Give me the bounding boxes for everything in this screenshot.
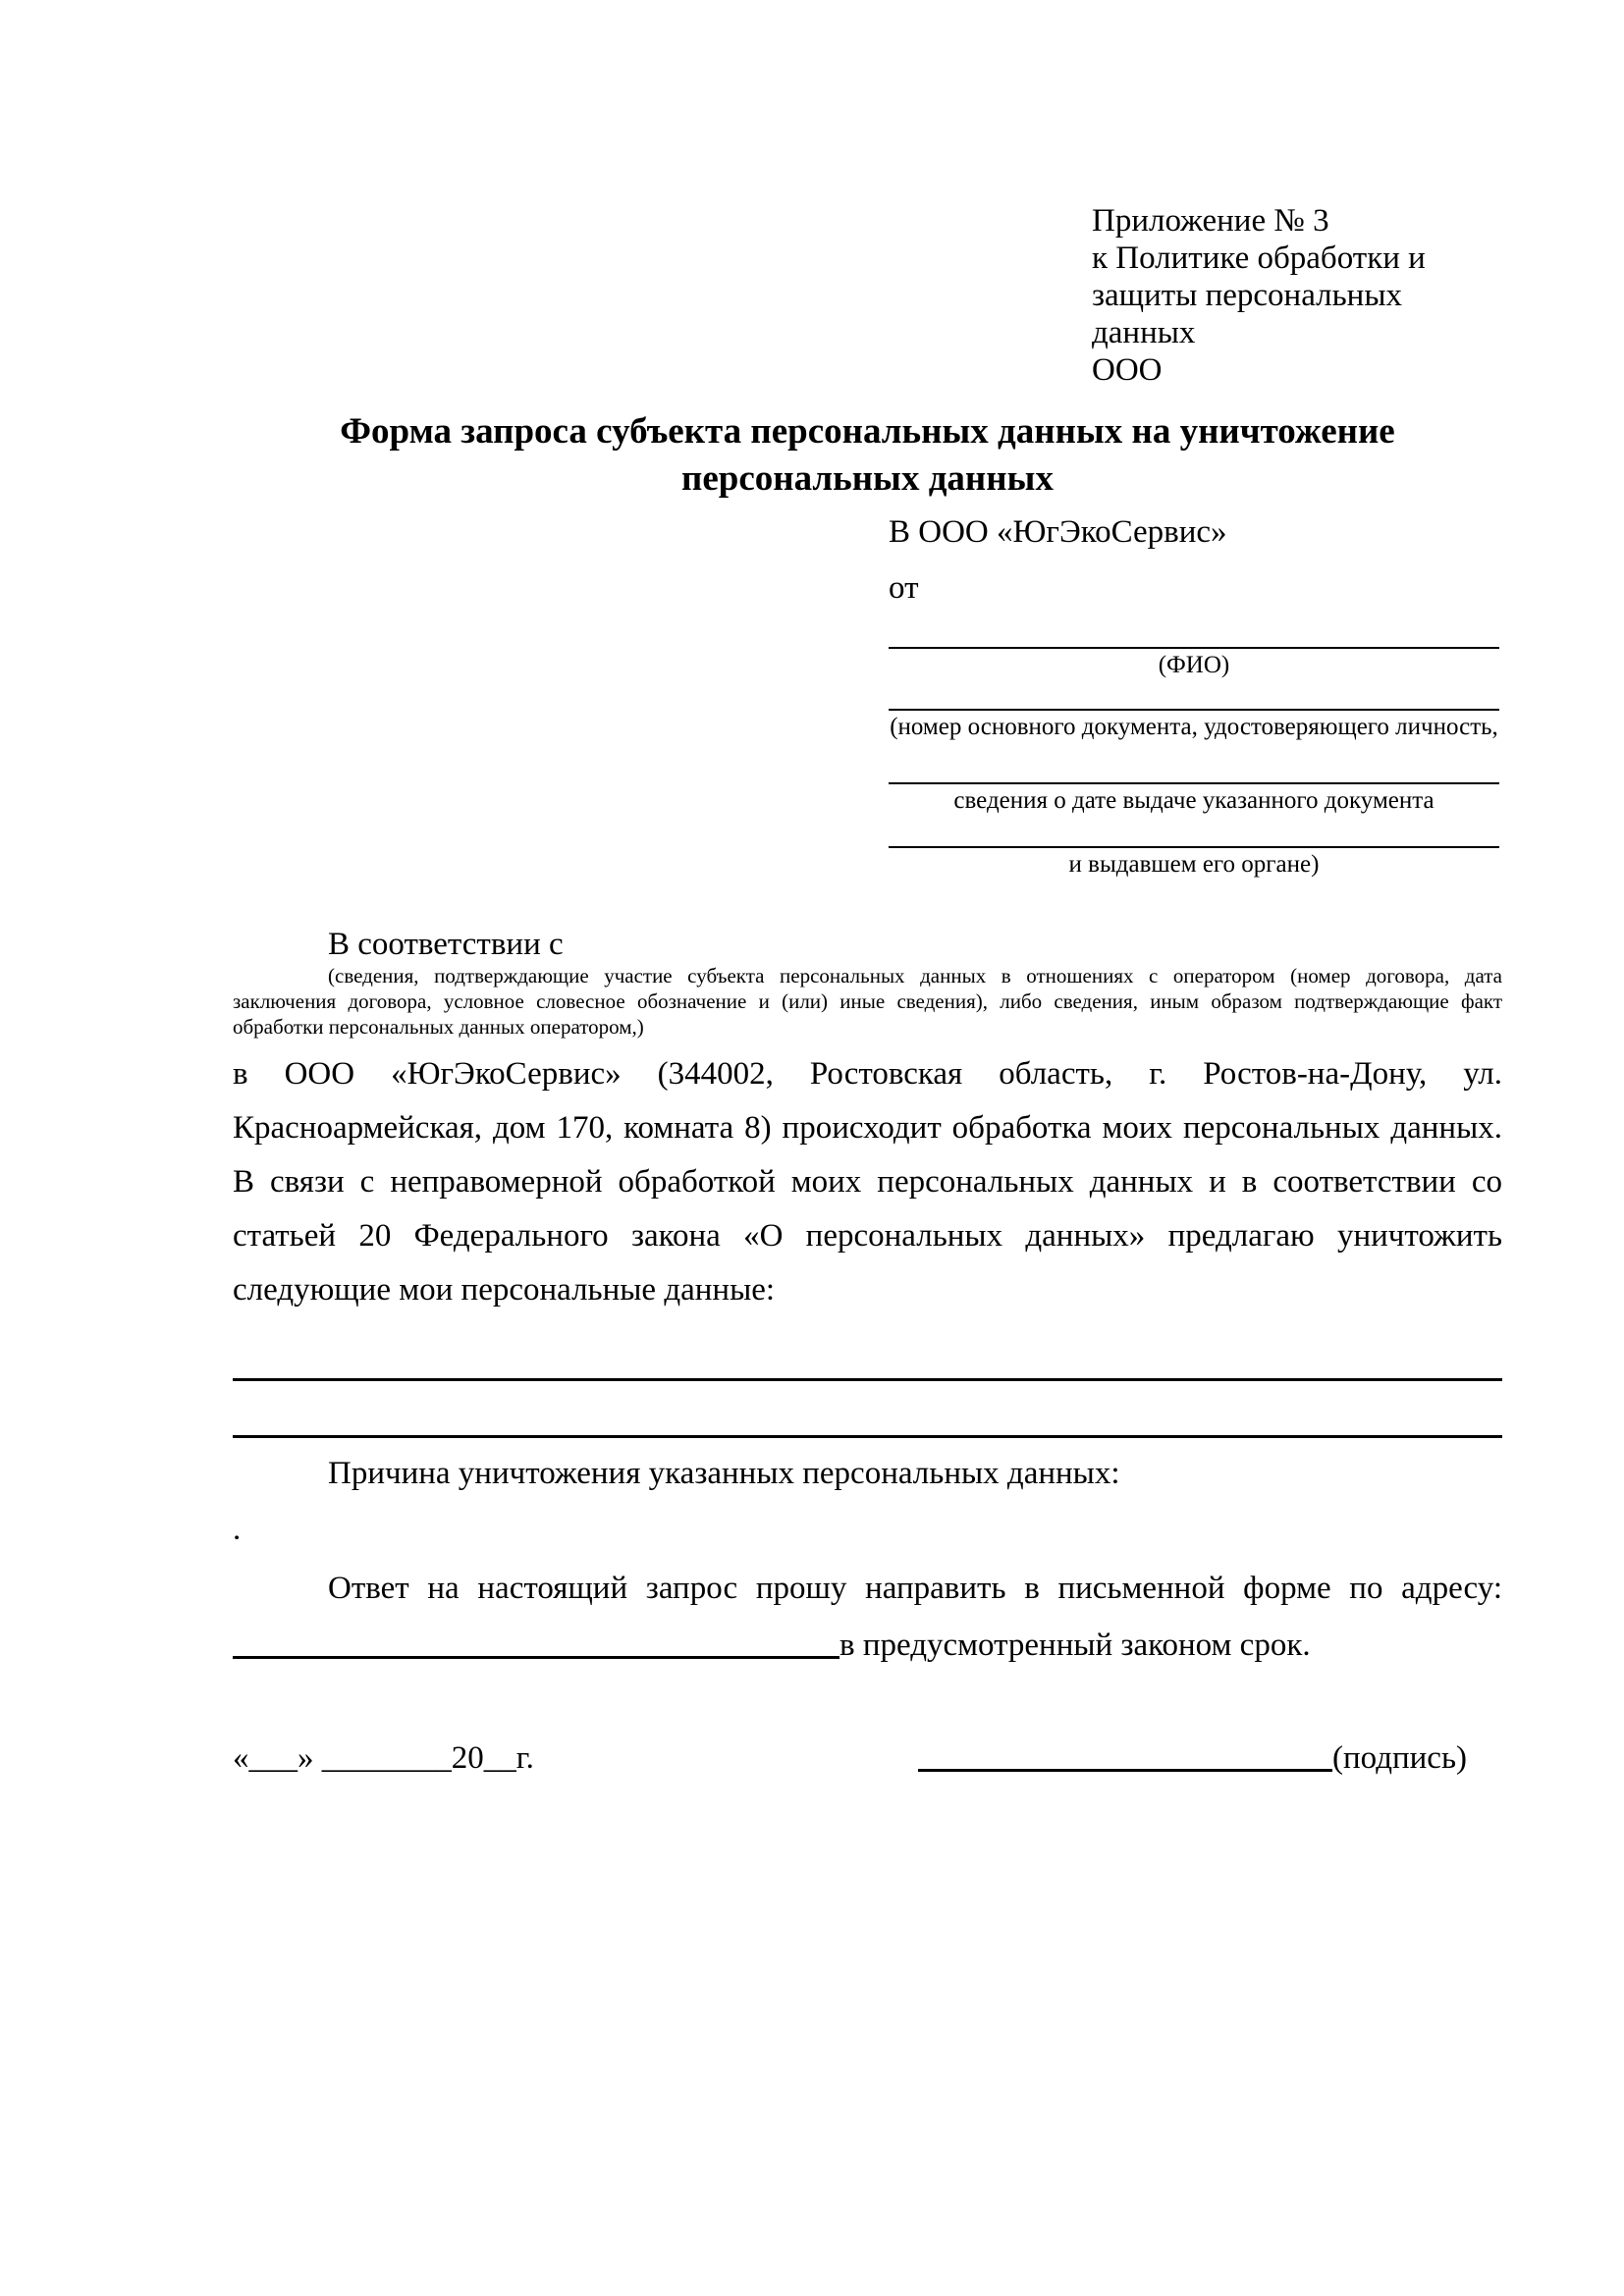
doc-issuer-caption: и выдавшем его органе): [1068, 851, 1320, 878]
field-doc-issuer: [889, 846, 1499, 880]
body-line-1: в ООО «ЮгЭкоСервис» (344002, Ростовская область, г. Ростов-на-Дону, ул.: [233, 1056, 1502, 1092]
note-line-1: (сведения, подтверждающие участие субъекта персональных данных в отношениях с оператором (номер договора, дата: [328, 964, 1502, 988]
reason-period: .: [233, 1512, 242, 1547]
body-line-2: Красноармейская, дом 170, комната 8) происходит обработка моих персональных данных.: [233, 1110, 1502, 1146]
note-line-3: обработки персональных данных оператором,): [233, 1015, 644, 1039]
addressee-from-label: от: [889, 570, 919, 606]
title-line-1: Форма запроса субъекта персональных данных на уничтожение: [340, 411, 1395, 452]
doc-date-caption: сведения о дате выдаче указанного документа: [953, 787, 1435, 814]
field-doc-number: [889, 709, 1499, 742]
accordance-row: [233, 925, 1502, 964]
accordance-lead: В соответствии с: [328, 927, 571, 962]
body-line-3: В связи с неправомерной обработкой моих персональных данных и в соответствии со: [233, 1164, 1502, 1200]
reason-continuation-row: [233, 1510, 1463, 1549]
doc-number-caption: (номер основного документа, удостоверяющего личность,: [890, 714, 1498, 740]
body-paragraph: [233, 1047, 1502, 1317]
response-address-row: [233, 1626, 1502, 1665]
date-field: «___» ________20__г.: [233, 1740, 534, 1776]
annex-line-1: Приложение № 3: [1092, 203, 1329, 239]
signature-blank: [918, 1738, 1332, 1772]
note-line-2: заключения договора, условное словесное обозначение и (или) иные сведения), либо сведения, иным образом подтверждающие факт: [233, 989, 1502, 1013]
fio-caption: (ФИО): [1158, 652, 1230, 678]
annex-header: [1092, 202, 1502, 389]
annex-line-3: защиты персональных данных: [1092, 278, 1402, 350]
annex-org-line: [1092, 351, 1502, 389]
body-line-4: статьей 20 Федерального закона «О персональных данных» предлагаю уничтожить: [233, 1218, 1502, 1254]
annex-line-2: к Политике обработки и: [1092, 240, 1426, 276]
signature-caption: (подпись): [1332, 1740, 1467, 1776]
addressee-to: В ООО «ЮгЭкоСервис»: [889, 514, 1227, 550]
accordance-note: [233, 963, 1502, 1040]
data-blank-line-1: [233, 1378, 1502, 1381]
reason-row: [233, 1454, 1502, 1493]
reason-label: Причина уничтожения указанных персональных данных:: [328, 1456, 1128, 1491]
address-blank: [233, 1626, 839, 1659]
response-lead: Ответ на настоящий запрос прошу направить в письменной форме по адресу:: [328, 1571, 1502, 1606]
document-title: [233, 408, 1502, 503]
response-tail: в предусмотренный законом срок.: [839, 1628, 1311, 1663]
org-prefix: ООО: [1092, 352, 1163, 388]
field-fio: [889, 647, 1499, 680]
title-line-2: персональных данных: [681, 458, 1054, 499]
body-line-5: следующие мои персональные данные:: [233, 1272, 776, 1308]
data-blank-line-2: [233, 1435, 1502, 1438]
field-doc-date: [889, 782, 1499, 816]
signature-row: [918, 1738, 1478, 1778]
